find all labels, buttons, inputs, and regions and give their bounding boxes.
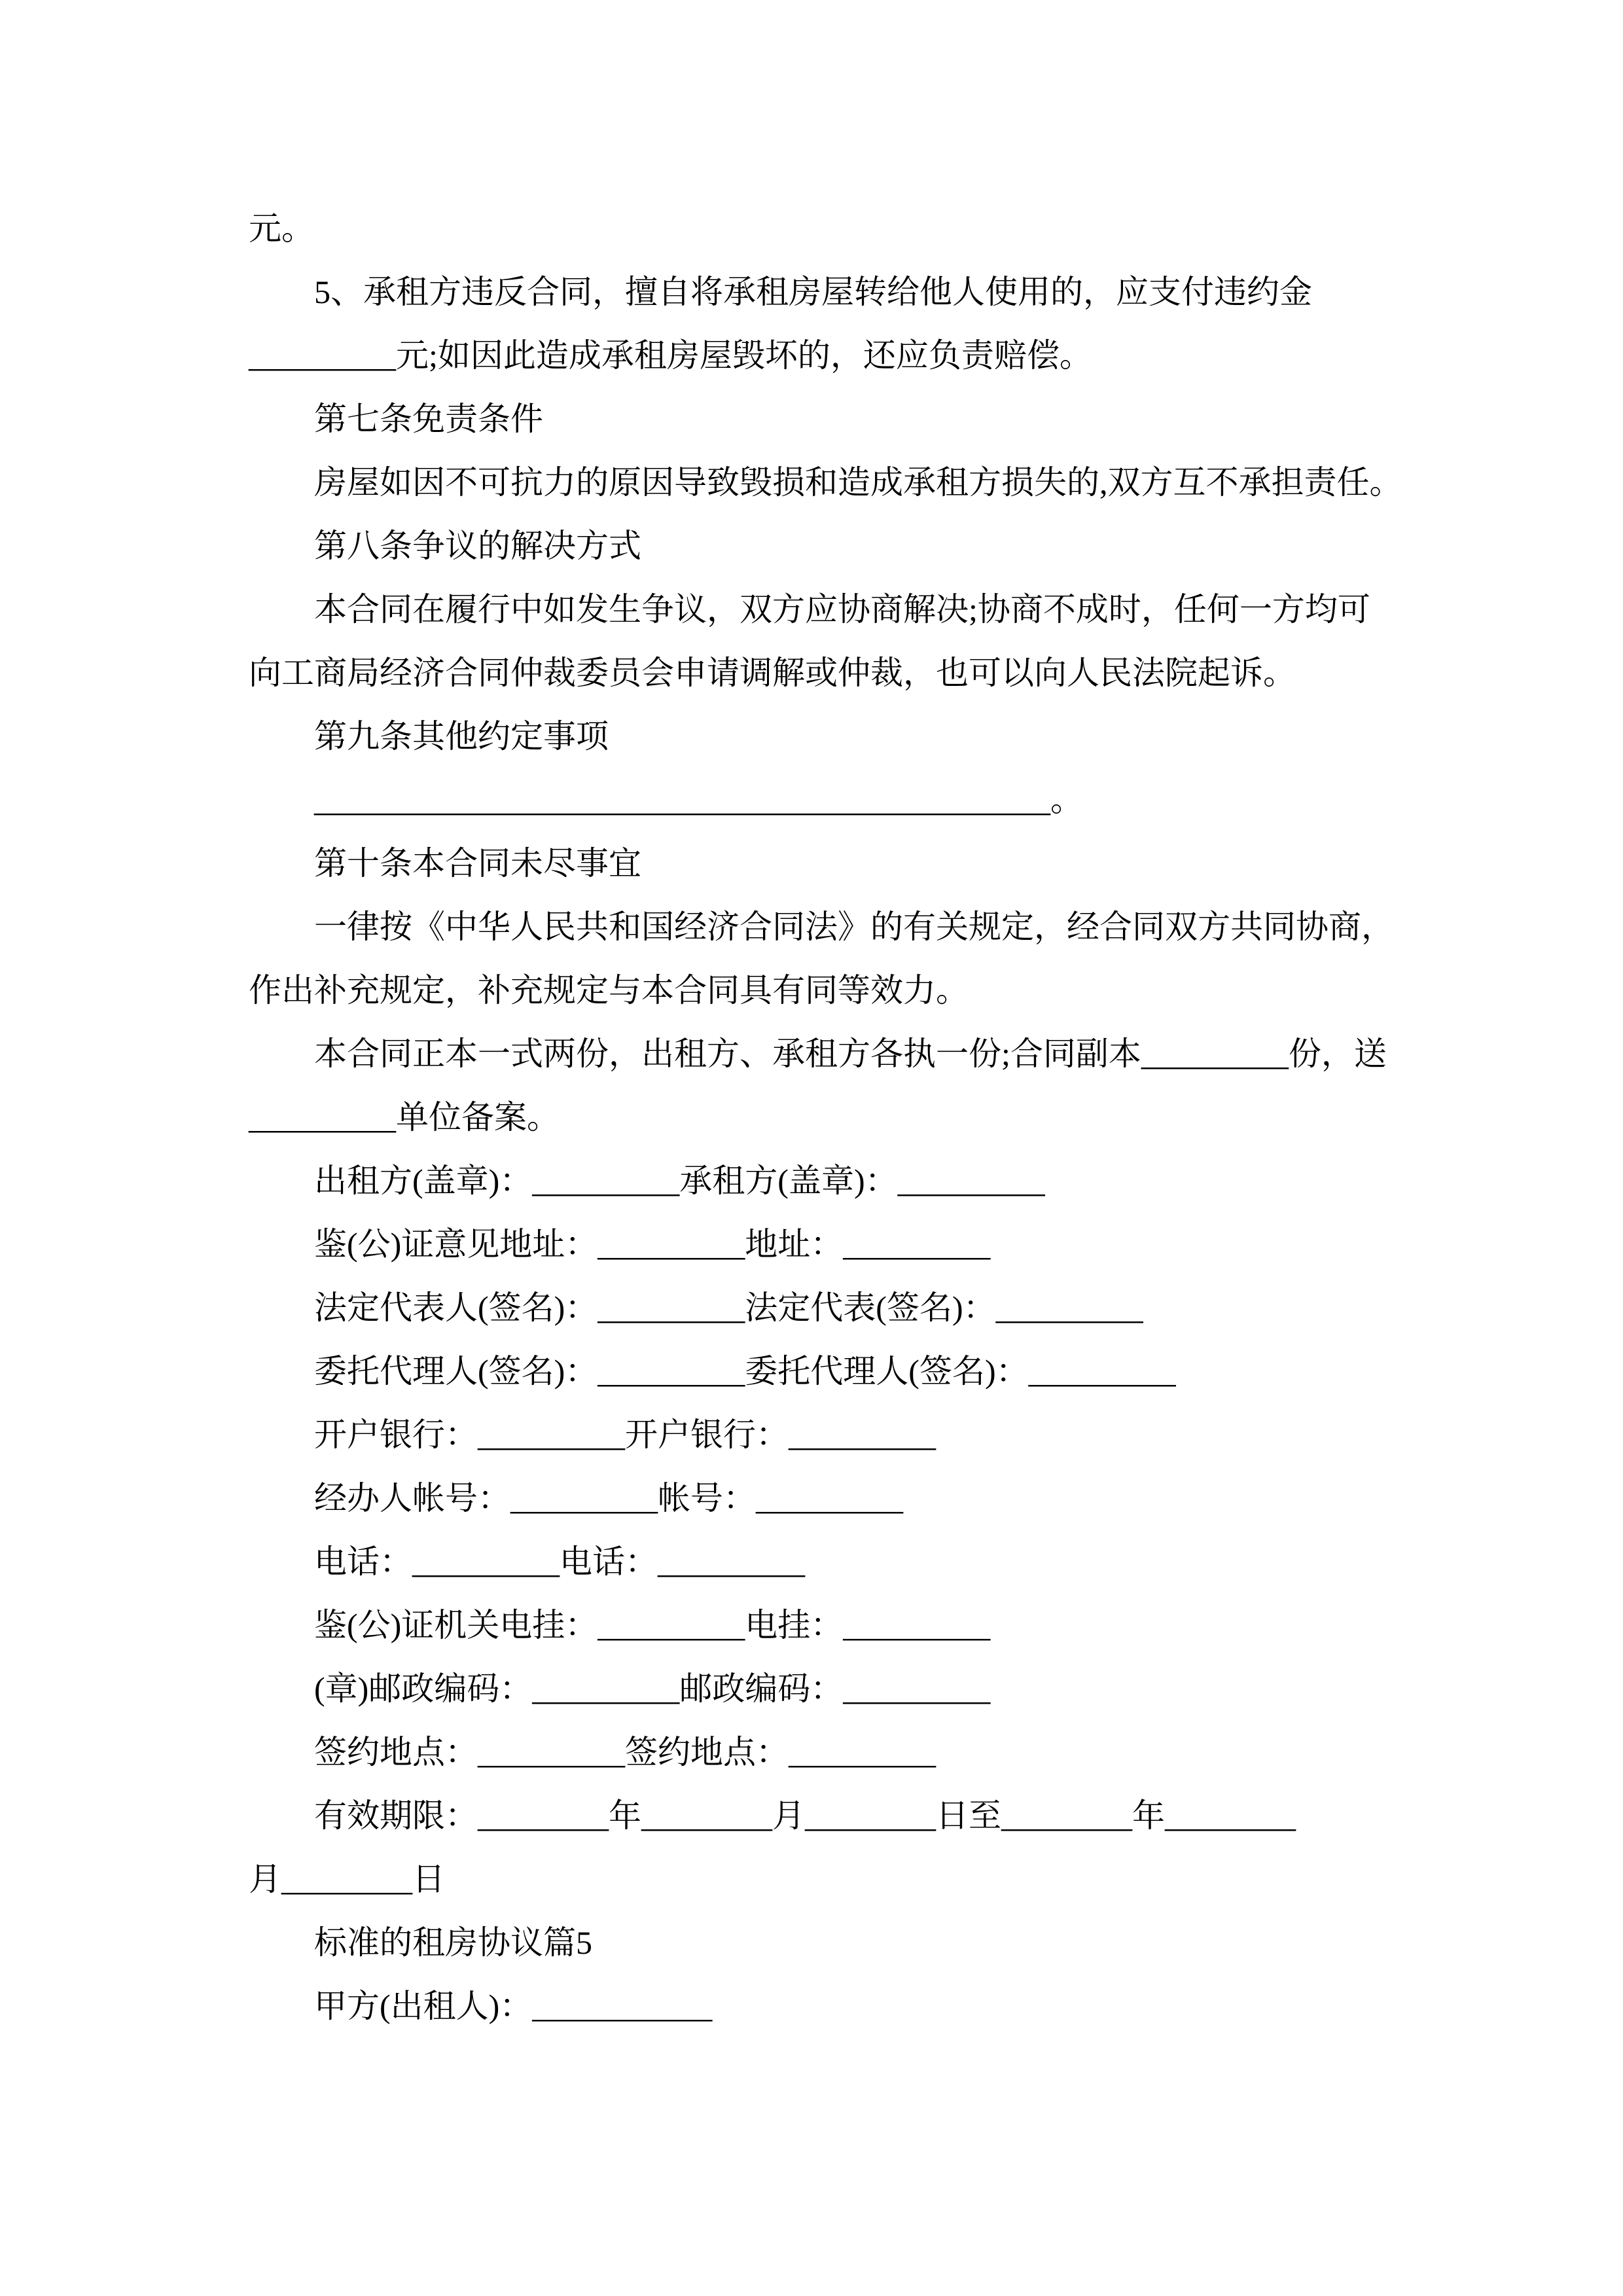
document-line-6: 第八条争议的解决方式 — [314, 528, 641, 564]
document-line-20: 开户银行：_________开户银行：_________ — [314, 1416, 936, 1453]
document-line-18: 法定代表人(签名)：_________法定代表(签名)：_________ — [314, 1289, 1143, 1326]
document-line-3: _________元;如因此造成承租房屋毁坏的，还应负责赔偿。 — [249, 337, 1092, 374]
document-line-27: 月________日 — [249, 1861, 445, 1897]
document-line-28: 标准的租房协议篇5 — [314, 1924, 592, 1961]
document-line-8: 向工商局经济合同仲裁委员会申请调解或仲裁，也可以向人民法院起诉。 — [249, 655, 1296, 691]
document-line-1: 元。 — [249, 210, 314, 247]
document-line-25: 签约地点：_________签约地点：_________ — [314, 1734, 936, 1770]
document-line-12: 一律按《中华人民共和国经济合同法》的有关规定，经合同双方共同协商， — [314, 908, 1394, 945]
document-line-14: 本合同正本一式两份，出租方、承租方各执一份;合同副本_________份，送 — [314, 1035, 1387, 1072]
document-line-7: 本合同在履行中如发生争议，双方应协商解决;协商不成时，任何一方均可 — [314, 591, 1370, 628]
document-line-26: 有效期限：________年________月________日至________年________ — [314, 1797, 1296, 1834]
document-line-24: (章)邮政编码：_________邮政编码：_________ — [314, 1670, 991, 1707]
document-line-29: 甲方(出租人)：___________ — [314, 1988, 713, 2024]
document-line-13: 作出补充规定，补充规定与本合同具有同等效力。 — [249, 972, 969, 1009]
document-line-19: 委托代理人(签名)：_________委托代理人(签名)：_________ — [314, 1353, 1176, 1390]
document-line-4: 第七条免责条件 — [314, 401, 543, 437]
document-line-15: _________单位备案。 — [249, 1099, 560, 1136]
document-line-23: 鉴(公)证机关电挂：_________电挂：_________ — [314, 1607, 991, 1643]
document-line-5: 房屋如因不可抗力的原因导致毁损和造成承租方损失的,双方互不承担责任。 — [314, 464, 1402, 501]
document-line-21: 经办人帐号：_________帐号：_________ — [314, 1480, 903, 1516]
document-line-10: _____________________________________________。 — [314, 781, 1083, 818]
document-line-17: 鉴(公)证意见地址：_________地址：_________ — [314, 1226, 991, 1263]
document-line-2: 5、承租方违反合同，擅自将承租房屋转给他人使用的，应支付违约金 — [314, 274, 1312, 310]
document-line-9: 第九条其他约定事项 — [314, 718, 609, 755]
document-line-11: 第十条本合同未尽事宜 — [314, 845, 641, 882]
document-line-16: 出租方(盖章)：_________承租方(盖章)：_________ — [314, 1162, 1045, 1199]
document-line-22: 电话：_________电话：_________ — [314, 1543, 805, 1580]
